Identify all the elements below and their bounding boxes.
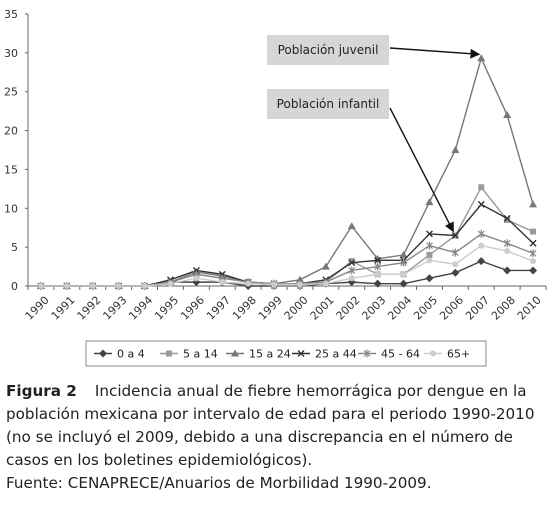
data-point [451, 269, 459, 277]
x-tick-label: 2007 [463, 293, 493, 323]
series-25-a-44 [38, 201, 536, 289]
caption-text: Incidencia anual de fiebre hemorrágica por dengue en la población mexicana por intervalo de edad para el periodo 1990-2010 (no se incluyó el 2009, debido a una discrepancia en el número de casos en los boletines epidemiológicos). [6, 382, 535, 469]
legend-label: 65+ [447, 347, 471, 361]
data-point [503, 111, 511, 118]
series-5-a-14 [38, 184, 536, 289]
annotation-arrow [390, 48, 479, 54]
series-line [41, 246, 533, 286]
data-point [478, 230, 484, 238]
x-tick-label: 1991 [48, 293, 78, 323]
y-tick-label: 15 [4, 163, 18, 177]
data-point [271, 281, 277, 287]
x-tick-label: 1994 [126, 293, 156, 323]
data-point [530, 240, 536, 246]
data-point [529, 266, 537, 274]
data-point [451, 146, 459, 153]
x-tick-label: 2002 [333, 293, 363, 323]
x-tick-label: 2000 [281, 293, 311, 323]
annotation-label: Población juvenil [277, 43, 379, 57]
data-point [167, 281, 173, 287]
y-tick-label: 10 [4, 202, 18, 216]
x-tick-label: 2010 [514, 293, 544, 323]
data-point [245, 281, 251, 287]
legend-label: 45 - 64 [381, 347, 420, 361]
x-tick-label: 1997 [204, 293, 234, 323]
y-tick-label: 35 [4, 8, 18, 21]
data-point [426, 252, 432, 258]
data-point [322, 263, 330, 270]
x-tick-label: 1995 [152, 293, 182, 323]
data-point [90, 283, 96, 289]
data-point [193, 275, 199, 281]
y-tick-label: 5 [11, 241, 18, 255]
data-point [504, 248, 510, 254]
x-tick-label: 1993 [100, 293, 130, 323]
y-tick-label: 20 [4, 124, 18, 138]
legend-label: 15 a 24 [249, 347, 291, 361]
data-point [38, 283, 44, 289]
y-tick-label: 25 [4, 85, 18, 99]
annotation-label: Población infantil [276, 97, 380, 111]
legend-label: 0 a 4 [117, 347, 145, 361]
caption-source: Fuente: CENAPRECE/Anuarios de Morbilidad 1990-2009. [6, 474, 432, 492]
data-point [504, 239, 510, 247]
data-point [529, 200, 537, 207]
x-tick-label: 1999 [255, 293, 285, 323]
data-point [375, 271, 381, 277]
x-tick-label: 2003 [359, 293, 389, 323]
data-point [530, 258, 536, 264]
data-point [530, 249, 536, 257]
legend-marker [166, 351, 172, 357]
x-tick-label: 1990 [22, 293, 52, 323]
x-tick-label: 1996 [178, 293, 208, 323]
annotation-callout [267, 35, 479, 65]
annotations [267, 35, 479, 231]
data-point [478, 184, 484, 190]
x-tick-label: 2001 [307, 293, 337, 323]
data-point [477, 257, 485, 265]
data-point [503, 266, 511, 274]
data-point [323, 281, 329, 287]
y-tick-label: 0 [11, 280, 18, 293]
legend-marker [430, 351, 436, 357]
data-point [452, 261, 458, 267]
data-point [348, 222, 356, 229]
annotation-arrow [390, 108, 453, 231]
legend [86, 341, 486, 366]
data-point [425, 274, 433, 282]
x-tick-label: 1992 [74, 293, 104, 323]
data-point [297, 281, 303, 287]
series-line [41, 204, 533, 286]
data-point [426, 257, 432, 263]
x-tick-label: 2005 [411, 293, 441, 323]
x-tick-label: 2006 [437, 293, 467, 323]
data-point [477, 54, 485, 61]
legend-label: 25 a 44 [315, 347, 357, 361]
data-point [219, 279, 225, 285]
series-line [41, 234, 533, 286]
data-point [142, 283, 148, 289]
data-point [478, 243, 484, 249]
data-point [64, 283, 70, 289]
data-point [349, 275, 355, 281]
x-tick-label: 2008 [488, 293, 518, 323]
data-point [116, 283, 122, 289]
x-tick-label: 2004 [385, 293, 415, 323]
legend-label: 5 a 14 [183, 347, 218, 361]
data-point [530, 229, 536, 235]
data-point [401, 271, 407, 277]
data-point [478, 201, 484, 207]
figure-label: Figura 2 [6, 382, 77, 400]
figure-caption [6, 380, 554, 495]
x-tick-label: 1998 [229, 293, 259, 323]
y-tick-label: 30 [4, 46, 18, 60]
data-point [425, 198, 433, 205]
